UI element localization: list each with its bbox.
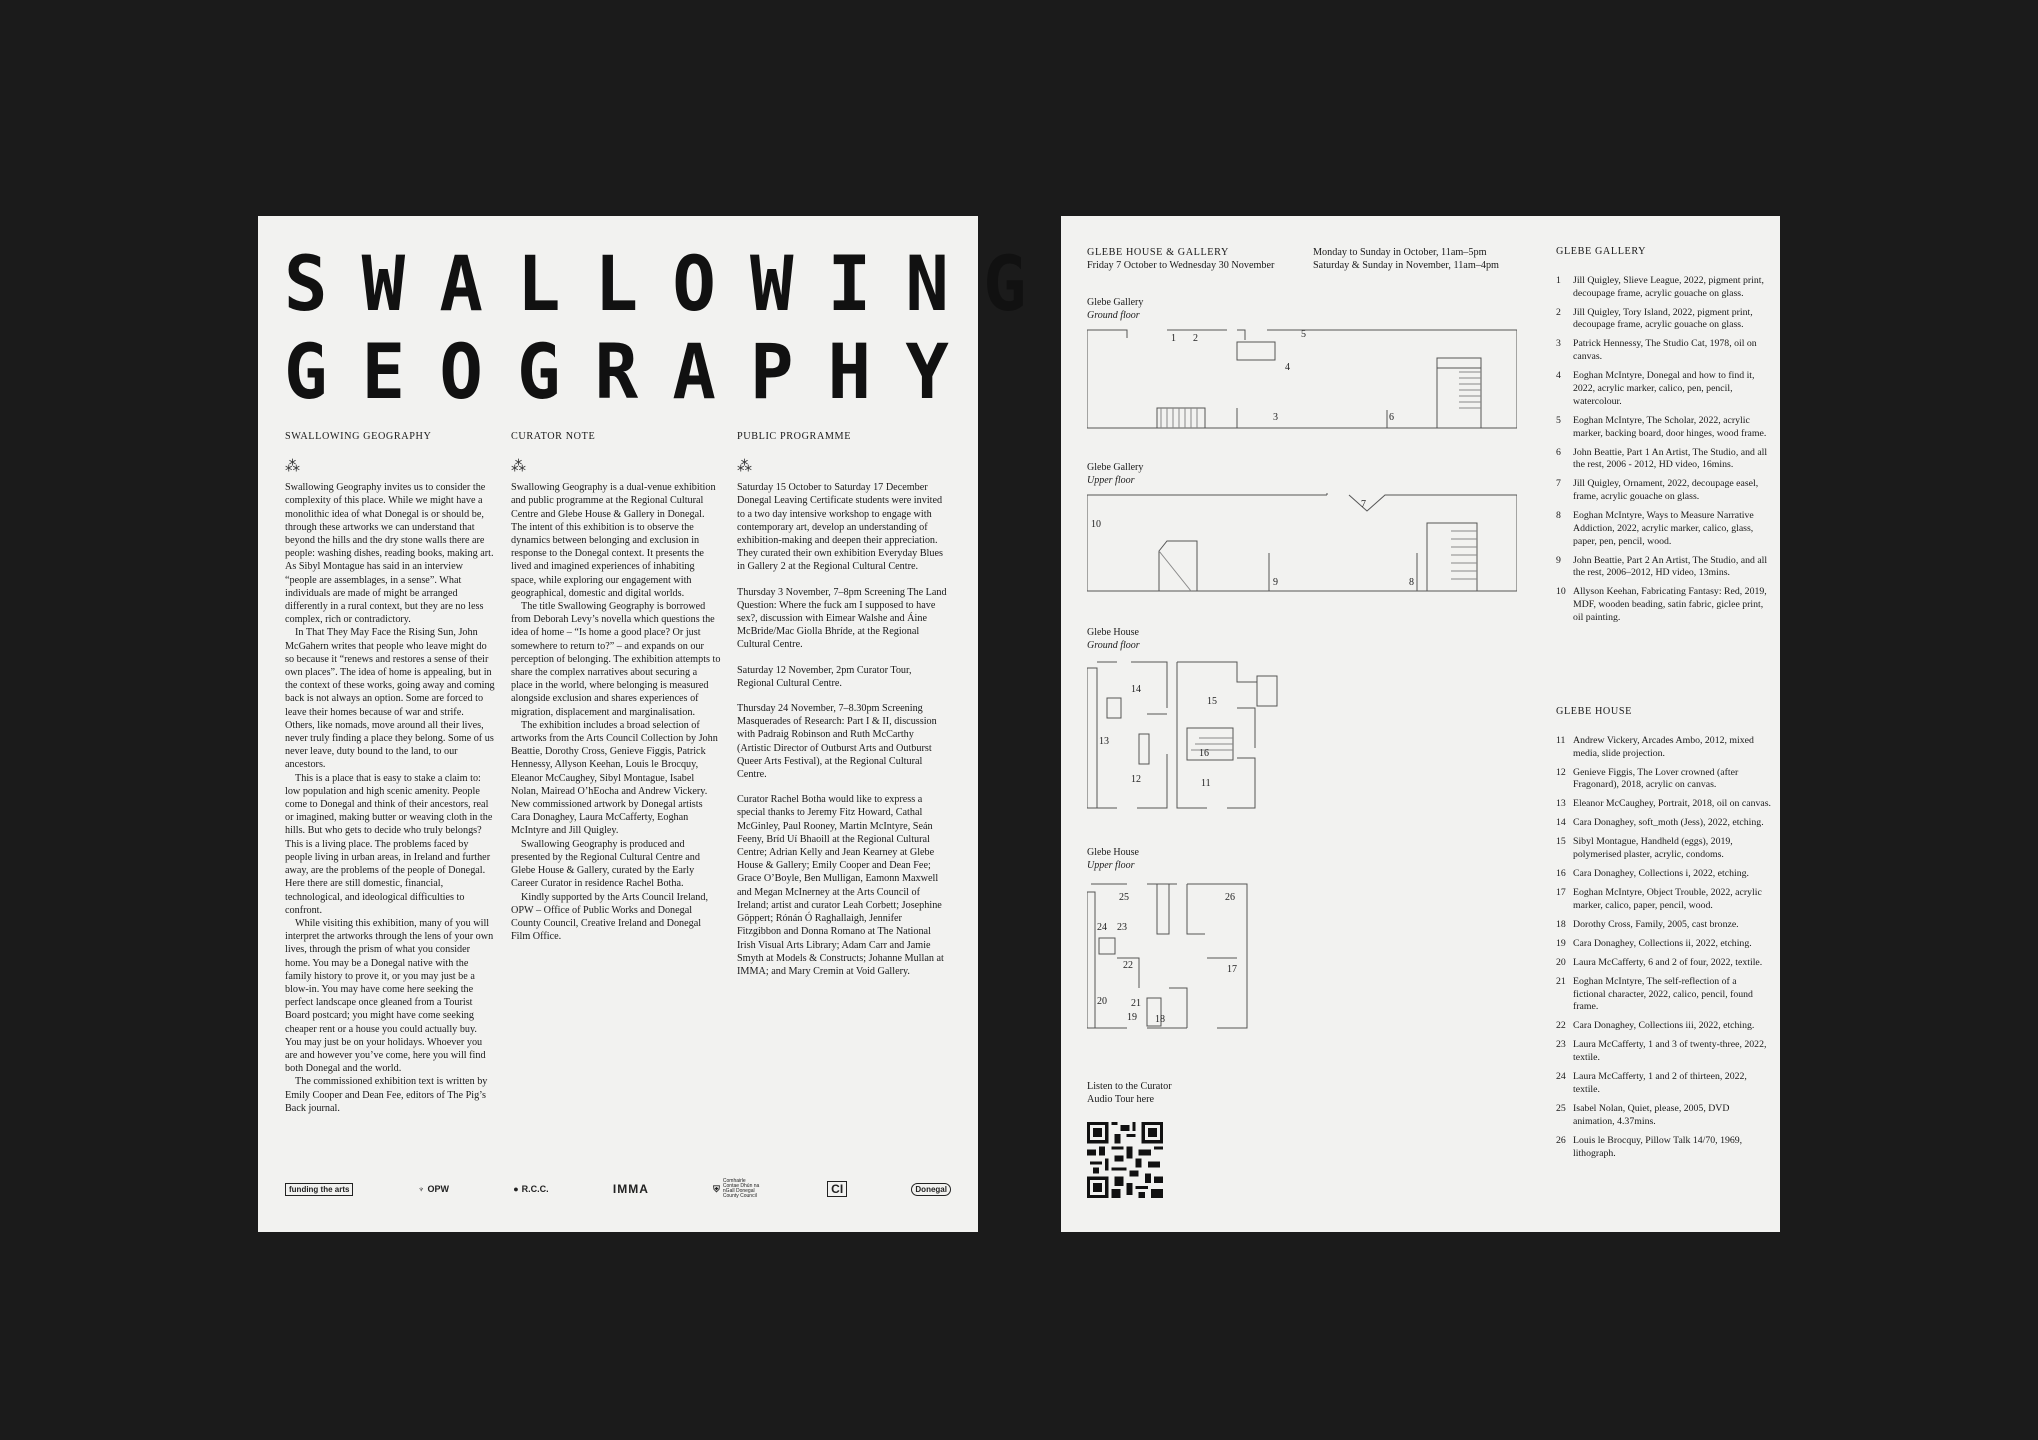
list-item: 5 Eoghan McIntyre, The Scholar, 2022, acrylic marker, backing board, door hinges, wood frame.: [1556, 414, 1767, 439]
svg-text:14: 14: [1131, 684, 1141, 695]
acknowledgements: Curator Rachel Botha would like to express a special thanks to Jeremy Fitz Howard, Cathal McGinley, Paul Rooney, Martin McIntyre, Seán Feeny, Bríd Uí Bhaoill at the Regional Cultural Centre; Adrian Kelly and Jean Kearney at Glebe House & Gallery; Emily Cooper and Dean Fee; Grace O’Boyle, Ben Mulligan, Eamonn Maxwell and Megan McInerney at the Arts Council of Ireland; artist and curator Leah Corbett; Josephine Göppert; Rónán Ó Raghallaigh, Jennifer Fitzgibbon and Donna Romano at The National Irish Visual Arts Library; Adam Carr and Jamie Smyth at Models & Constructs; Johanne Mullan at IMMA; and Mary Cremin at Void Gallery.: [737, 794, 944, 977]
svg-text:11: 11: [1201, 778, 1211, 789]
svg-text:26: 26: [1225, 892, 1235, 903]
list-item: 8 Eoghan McIntyre, Ways to Measure Narrative Addiction, 2022, acrylic marker, calico, glass, paper, pen, pencil, wood.: [1556, 510, 1754, 547]
rcc-logo: ● R.C.C.: [513, 1184, 549, 1194]
column-curator-note: [511, 430, 721, 943]
plan-label: Glebe House Upper floor: [1087, 847, 1139, 871]
paragraph: This is a place that is easy to stake a claim to: low population and high scenic amenity. People come to Donegal and think of their ancestors, real or imagined, making butter or weaving cloth in the hills. But who gets to decide who truly belongs? This is a living place. The problems faced by people living in urban areas, in Ireland and further away, are the problems of the people of Donegal. Here there are still domestic, financial, technological, and ideological difficulties to confront.: [285, 772, 493, 916]
list-item: 19 Cara Donaghey, Collections ii, 2022, etching.: [1556, 937, 1752, 949]
list-item: 3 Patrick Hennessy, The Studio Cat, 1978, oil on canvas.: [1556, 338, 1757, 363]
paragraph: The title Swallowing Geography is borrowed from Deborah Levy’s novella which questions the idea of home – “Is home a good place? Or just somewhere to return to?” – and expands on our perception of belonging. The exhibition attempts to share the complex narratives about securing a place in the world, where belonging is measured alongside exclusion and shares experiences of migration, displacement and marginalisation.: [511, 601, 721, 718]
svg-text:9: 9: [1273, 577, 1278, 588]
asterisk-icon: ⁂: [737, 457, 752, 476]
list-item: 23 Laura McCafferty, 1 and 3 of twenty-three, 2022, textile.: [1556, 1039, 1767, 1064]
paragraph: While visiting this exhibition, many of you will interpret the artworks through the lens of your own lives, through the prism of what you consider home. You may be a Donegal native with the family history to prove it, or you may just be a blow-in. You may have come here seeking the perfect landscape once gleaned from a Tourist Board postcard; you might have come seeking cheaper rent or a house you could actually buy. You may just be on your holidays. Whoever you are and however you’ve come, here you will find both Donegal and the world.: [285, 917, 494, 1075]
svg-text:1: 1: [1171, 333, 1176, 344]
svg-text:19: 19: [1127, 1012, 1137, 1023]
floor-plan-house-upper: [1087, 846, 1287, 1038]
list-item: 21 Eoghan McIntyre, The self-reflection of a fictional character, 2022, calico, pencil, found frame.: [1556, 975, 1753, 1013]
paragraph: Swallowing Geography is produced and presented by the Regional Cultural Centre and Glebe House & Gallery, curated by the Early Career Curator in residence Rachel Botha.: [511, 838, 700, 890]
donegal-county-council-logo: ⛨ Comhairle Contae Dhún na nGall Donegal County Council: [713, 1178, 760, 1199]
list-item: 24 Laura McCafferty, 1 and 2 of thirteen, 2022, textile.: [1556, 1071, 1747, 1095]
gallery-works-list: [1556, 246, 1771, 631]
svg-text:10: 10: [1091, 519, 1101, 530]
poster-title-line2: GEOGRAPHY: [284, 327, 984, 416]
programme-event: Thursday 3 November, 7–8pm Screening The Land Question: Where the fuck am I supposed to have sex?, discussion with Eimear Walshe and Áine McBride/Mac Giolla Bhríde, at the Regional Cultural Centre.: [737, 586, 947, 651]
svg-text:3: 3: [1273, 412, 1278, 423]
paragraph: In That They May Face the Rising Sun, John McGahern writes that people who leave might do so because it “renews and restores a sense of their own places”. The idea of home is appealing, but in the context of these works, going away and coming back is not always an option. Some are forced to leave their homes because of war and strife. Others, like nomads, move around all their lives, never truly finding a place they belong. Some of us never leave, duty bound to the land, to our ancestors.: [285, 627, 495, 771]
list-item: 13 Eleanor McCaughey, Portrait, 2018, oil on canvas.: [1556, 798, 1771, 810]
list-item: 10 Allyson Keehan, Fabricating Fantasy: Red, 2019, MDF, wooden beading, satin fabric, giclee print, oil painting.: [1556, 586, 1767, 624]
list-item: 12 Genieve Figgis, The Lover crowned (after Fragonard), 2018, acrylic on canvas.: [1556, 766, 1739, 791]
plan-label: Glebe Gallery Ground floor: [1087, 297, 1144, 321]
opening-hours: [1313, 246, 1499, 272]
list-item: 22 Cara Donaghey, Collections iii, 2022, etching.: [1556, 1020, 1755, 1032]
qr-code[interactable]: [1087, 1122, 1163, 1203]
list-item: 2 Jill Quigley, Tory Island, 2022, pigment print, decoupage frame, acrylic gouache on glass.: [1556, 306, 1753, 331]
svg-text:21: 21: [1131, 998, 1141, 1009]
venue-dates: Friday 7 October to Wednesday 30 November: [1087, 260, 1275, 271]
programme-event: Saturday 12 November, 2pm Curator Tour, Regional Cultural Centre.: [737, 664, 912, 689]
floor-plan-drawing: [1087, 328, 1517, 430]
svg-text:22: 22: [1123, 960, 1133, 971]
svg-text:8: 8: [1409, 577, 1414, 588]
svg-text:25: 25: [1119, 892, 1129, 903]
floor-plan-house-ground: [1087, 626, 1337, 818]
svg-text:12: 12: [1131, 774, 1141, 785]
asterisk-icon: ⁂: [511, 457, 526, 476]
list-item: 15 Sibyl Montague, Handheld (eggs), 2019, polymerised plaster, acrylic, condoms.: [1556, 836, 1733, 861]
svg-text:17: 17: [1227, 964, 1237, 975]
venue-header: [1087, 246, 1274, 272]
floor-plan-gallery-ground: [1087, 296, 1517, 430]
svg-text:20: 20: [1097, 996, 1107, 1007]
svg-text:15: 15: [1207, 696, 1217, 707]
list-item: 14 Cara Donaghey, soft_moth (Jess), 2022, etching.: [1556, 817, 1764, 829]
floor-plan-drawing: [1087, 493, 1517, 593]
floor-plan-drawing: [1087, 878, 1287, 1038]
svg-text:18: 18: [1155, 1014, 1165, 1025]
arts-council-logo: funding the arts: [285, 1183, 353, 1196]
hours-october: Monday to Sunday in October, 11am–5pm: [1313, 247, 1487, 258]
list-heading: GLEBE HOUSE: [1556, 706, 1632, 717]
svg-text:16: 16: [1199, 748, 1209, 759]
plan-label: Glebe Gallery Upper floor: [1087, 462, 1144, 486]
list-item: 4 Eoghan McIntyre, Donegal and how to find it, 2022, acrylic marker, calico, pen, pencil, watercolour.: [1556, 370, 1755, 407]
poster-title-line1: SWALLOWING: [284, 239, 1061, 328]
svg-text:13: 13: [1099, 736, 1109, 747]
paragraph: Swallowing Geography invites us to consider the complexity of this place. While we might have a monolithic idea of what Donegal is or should be, through these artworks we can understand that beyond the hills and the dry stone walls there are people: washing dishes, reading books, making art. As Sibyl Montague has said in an interview “people are assemblages, in a sense”. What individuals are made of might be arranged differently in a rural context, but they are no less complex, rich or contradictory.: [285, 482, 494, 626]
circle-icon: ●: [513, 1184, 519, 1194]
qr-code-icon: [1087, 1122, 1163, 1198]
floor-plan-gallery-upper: [1087, 461, 1517, 593]
paragraph: The commissioned exhibition text is written by Emily Cooper and Dean Fee, editors of The Pig’s Back journal.: [285, 1076, 488, 1114]
list-item: 6 John Beattie, Part 1 An Artist, The Studio, and all the rest, 2006 - 2012, HD video, 16mins.: [1556, 446, 1768, 471]
imma-logo: IMMA: [612, 1182, 649, 1196]
audio-tour-label: Listen to the Curator Audio Tour here: [1087, 1081, 1172, 1105]
svg-text:23: 23: [1117, 922, 1127, 933]
column-public-programme: [737, 430, 947, 990]
exhibition-poster: [258, 216, 1061, 1232]
list-item: 9 John Beattie, Part 2 An Artist, The Studio, and all the rest, 2006–2012, HD video, 13mins.: [1556, 554, 1768, 579]
harp-icon: ♆: [417, 1184, 425, 1194]
programme-event: Thursday 24 November, 7–8.30pm Screening Masquerades of Research: Part I & II, discussion with Padraig Robinson and Ruth McCarthy (Artistic Director of Outburst Arts and Outburst Queer Arts Festival), at the Regional Cultural Centre.: [737, 703, 937, 781]
house-works-list: [1556, 706, 1771, 1167]
svg-text:2: 2: [1193, 333, 1198, 344]
hours-november: Saturday & Sunday in November, 11am–4pm: [1313, 260, 1499, 271]
plan-label: Glebe House Ground floor: [1087, 627, 1140, 651]
svg-text:24: 24: [1097, 922, 1107, 933]
list-item: 17 Eoghan McIntyre, Object Trouble, 2022, acrylic marker, calico, paper, pencil, wood.: [1556, 887, 1762, 911]
list-item: 20 Laura McCafferty, 6 and 2 of four, 2022, textile.: [1556, 956, 1763, 968]
svg-text:5: 5: [1301, 329, 1306, 340]
column-heading: SWALLOWING GEOGRAPHY: [285, 431, 432, 442]
list-item: 11 Andrew Vickery, Arcades Ambo, 2012, mixed media, slide projection.: [1556, 734, 1754, 759]
visitor-guide: [1061, 216, 1780, 1232]
donegal-film-office-logo: Donegal: [911, 1183, 951, 1196]
svg-text:7: 7: [1361, 499, 1366, 510]
list-item: 16 Cara Donaghey, Collections i, 2022, etching.: [1556, 868, 1749, 880]
list-item: 25 Isabel Nolan, Quiet, please, 2005, DVD animation, 4.37mins.: [1556, 1102, 1730, 1127]
paragraph: Swallowing Geography is a dual-venue exhibition and public programme at the Regional Cultural Centre and Glebe House & Gallery in Donegal. The intent of this exhibition is to observe the dynamics between belonging and exclusion in response to the Donegal context. It presents the lived and imagined experiences of inhabiting space, while exploring our engagement with geographical, domestic and digital worlds.: [511, 482, 716, 599]
list-heading: GLEBE GALLERY: [1556, 246, 1647, 257]
svg-text:6: 6: [1389, 412, 1394, 423]
asterisk-icon: ⁂: [285, 457, 300, 476]
creative-ireland-logo: CI: [827, 1181, 847, 1197]
column-heading: PUBLIC PROGRAMME: [737, 431, 852, 442]
column-heading: CURATOR NOTE: [511, 431, 596, 442]
sponsor-logos: [285, 1178, 951, 1200]
floor-plan-drawing: [1087, 658, 1337, 818]
programme-event: Saturday 15 October to Saturday 17 December Donegal Leaving Certificate students were invited to a two day intensive workshop to engage with contemporary art, develop an understanding of exhibition-making and deepen their appreciation. They curated their own exhibition Everyday Blues in Gallery 2 at the Regional Cultural Centre.: [737, 482, 943, 573]
column-swallowing-geography: [285, 430, 495, 1115]
paragraph: Kindly supported by the Arts Council Ireland, OPW – Office of Public Works and Donegal County Council, Creative Ireland and Donegal Film Office.: [511, 891, 709, 943]
paragraph: The exhibition includes a broad selection of artworks from the Arts Council Collection by John Beattie, Dorothy Cross, Genieve Figgis, Patrick Hennessy, Allyson Keehan, Louis le Brocquy, Eleanor McCaughey, Sibyl Montague, Isabel Nolan, Mairead O’hEocha and Andrew Vickery. New commissioned artwork by Donegal artists Cara Donaghey, Laura McCafferty, Eoghan McIntyre and Jill Quigley.: [511, 719, 718, 837]
list-item: 26 Louis le Brocquy, Pillow Talk 14/70, 1969, lithograph.: [1556, 1134, 1743, 1159]
crest-icon: ⛨: [713, 1183, 720, 1194]
opw-logo: ♆ OPW: [417, 1184, 449, 1194]
svg-text:4: 4: [1285, 362, 1290, 373]
list-item: 18 Dorothy Cross, Family, 2005, cast bronze.: [1556, 918, 1739, 930]
list-item: 7 Jill Quigley, Ornament, 2022, decoupage easel, frame, acrylic gouache on glass.: [1556, 478, 1759, 503]
list-item: 1 Jill Quigley, Slieve League, 2022, pigment print, decoupage frame, acrylic gouache on glass.: [1556, 274, 1764, 299]
venue-name: GLEBE HOUSE & GALLERY: [1087, 247, 1229, 258]
